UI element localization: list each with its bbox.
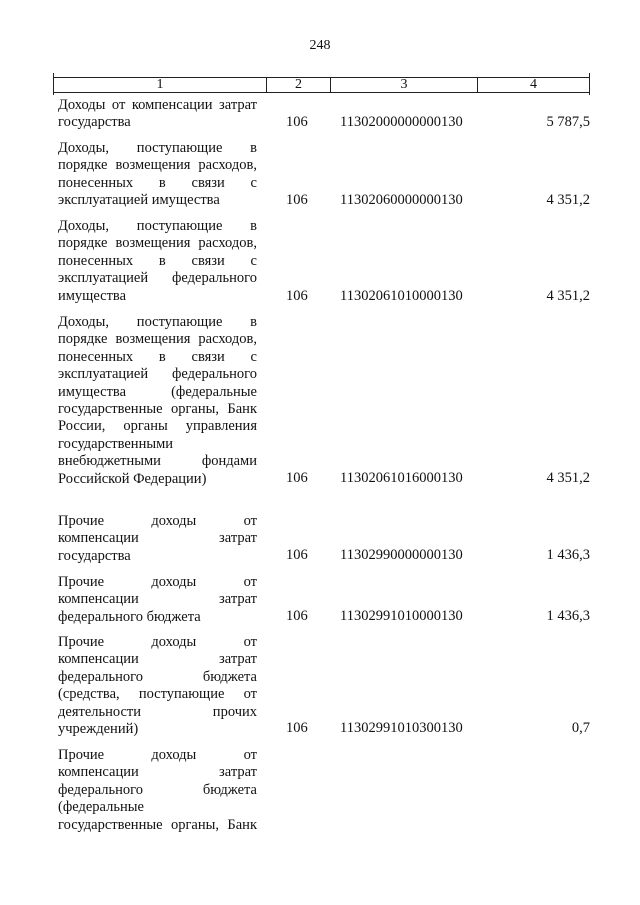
row-code: 11302061016000130: [340, 470, 463, 486]
row-col-2: 106: [286, 114, 308, 130]
header-left-tick: [53, 73, 54, 95]
header-col-4: 4: [477, 78, 589, 92]
description-line: компенсации затрат: [58, 591, 257, 608]
row-code: 11302000000000130: [340, 114, 463, 130]
description-line: (средства, поступающие от: [58, 686, 257, 703]
row-amount: 4 351,2: [546, 192, 590, 208]
description-line: России, органы управления: [58, 418, 257, 435]
row-col-2: 106: [286, 608, 308, 624]
description-line: государственные органы, Банк: [58, 401, 257, 418]
description-line: деятельности прочих: [58, 703, 257, 720]
page-number: 248: [309, 38, 331, 53]
description-line: понесенных в связи с: [58, 174, 257, 191]
table-header: [53, 77, 590, 93]
description-line: Прочие доходы от: [58, 634, 257, 650]
description-line: компенсации затрат: [58, 530, 257, 547]
description-line: учреждений): [58, 721, 139, 738]
row-description: [58, 218, 257, 305]
header-col-2: 2: [266, 78, 330, 92]
description-line: внебюджетными фондами: [58, 453, 257, 470]
row-code: 11302991010300130: [340, 720, 463, 736]
row-description: [58, 747, 257, 834]
description-line: государственные органы, Банк: [58, 816, 257, 833]
header-right-tick: [589, 73, 590, 95]
description-line: имущества: [58, 287, 127, 304]
description-line: федерального бюджета: [58, 781, 257, 798]
row-description: [58, 574, 257, 626]
row-description: [58, 634, 257, 738]
header-col-1: 1: [156, 77, 164, 92]
row-amount: 4 351,2: [546, 470, 590, 486]
description-line: компенсации затрат: [58, 764, 257, 781]
row-description: [58, 140, 257, 210]
row-col-2: 106: [286, 720, 308, 736]
description-line: Российской Федерации): [58, 470, 207, 487]
description-line: Доходы, поступающие в: [58, 314, 257, 330]
row-code: 11302990000000130: [340, 547, 463, 563]
description-line: государства: [58, 547, 131, 564]
row-description: [58, 513, 257, 565]
row-description: [58, 314, 257, 488]
description-line: Доходы от компенсации затрат: [58, 97, 257, 113]
row-amount: 0,7: [571, 720, 590, 736]
row-col-2: 106: [286, 192, 308, 208]
description-line: государственными: [58, 435, 174, 452]
description-line: Прочие доходы от: [58, 513, 257, 529]
row-col-2: 106: [286, 288, 308, 304]
description-line: порядке возмещения расходов,: [58, 331, 257, 348]
row-description: [58, 97, 257, 132]
row-amount: 4 351,2: [546, 288, 590, 304]
row-col-2: 106: [286, 470, 308, 486]
description-line: Доходы, поступающие в: [58, 140, 257, 156]
row-amount: 1 436,3: [546, 547, 590, 563]
description-line: (федеральные: [58, 799, 144, 816]
description-line: федерального бюджета: [58, 608, 201, 625]
description-line: Прочие доходы от: [58, 574, 257, 590]
description-line: имущества (федеральные: [58, 383, 257, 400]
header-col-3: 3: [330, 78, 477, 92]
description-line: порядке возмещения расходов,: [58, 235, 257, 252]
row-amount: 1 436,3: [546, 608, 590, 624]
description-line: федерального бюджета: [58, 668, 257, 685]
description-line: порядке возмещения расходов,: [58, 157, 257, 174]
row-col-2: 106: [286, 547, 308, 563]
row-code: 11302061010000130: [340, 288, 463, 304]
description-line: государства: [58, 114, 131, 131]
description-line: понесенных в связи с: [58, 252, 257, 269]
row-amount: 5 787,5: [546, 114, 590, 130]
row-code: 11302060000000130: [340, 192, 463, 208]
description-line: эксплуатацией федерального: [58, 366, 257, 383]
description-line: эксплуатацией имущества: [58, 192, 220, 209]
description-line: эксплуатацией федерального: [58, 270, 257, 287]
description-line: Доходы, поступающие в: [58, 218, 257, 234]
description-line: понесенных в связи с: [58, 348, 257, 365]
description-line: Прочие доходы от: [58, 747, 257, 763]
description-line: компенсации затрат: [58, 651, 257, 668]
row-code: 11302991010000130: [340, 608, 463, 624]
